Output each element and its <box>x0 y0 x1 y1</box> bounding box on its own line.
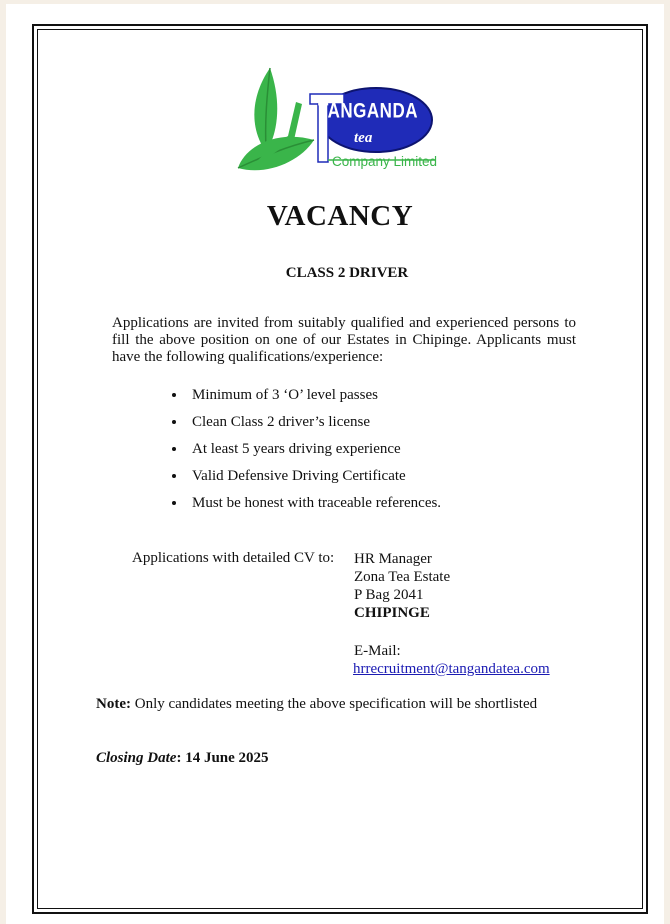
application-label: Applications with detailed CV to: <box>132 550 335 566</box>
email-label: E-Mail: <box>354 643 401 659</box>
logo-company-text: Company Limited <box>332 154 438 169</box>
qualifications-list <box>172 386 441 521</box>
leaf-small-icon <box>238 137 314 171</box>
vacancy-title: VACANCY <box>266 200 414 232</box>
logo-tagline-text: tea <box>354 130 373 146</box>
address-line: HR Manager <box>354 551 432 567</box>
address-town: CHIPINGE <box>354 605 430 621</box>
list-item: At least 5 years driving experience <box>172 440 441 467</box>
closing-date-separator: : <box>176 750 186 766</box>
list-item: Minimum of 3 ‘O’ level passes <box>172 386 441 413</box>
position-title: CLASS 2 DRIVER <box>285 265 409 281</box>
note-text: Only candidates meeting the above specification will be shortlisted <box>130 696 538 712</box>
address-block <box>354 550 450 622</box>
closing-date-line <box>96 750 269 767</box>
list-item: Must be honest with traceable references. <box>172 494 441 521</box>
address-line: Zona Tea Estate <box>354 569 451 585</box>
intro-paragraph: Applications are invited from suitably qualified and experienced persons to fill the above position on one of our Estates in Chipinge. Applicants must have the following qualifications/experience: <box>112 315 576 365</box>
note-line <box>96 696 537 713</box>
logo-brand-text: TANGANDA <box>318 98 419 123</box>
note-label: Note: <box>96 696 131 712</box>
address-line: P Bag 2041 <box>354 587 424 603</box>
closing-date-value: 14 June 2025 <box>185 750 269 766</box>
closing-date-label: Closing Date <box>96 750 177 766</box>
list-item: Valid Defensive Driving Certificate <box>172 467 441 494</box>
list-item: Clean Class 2 driver’s license <box>172 413 441 440</box>
email-link[interactable]: hrrecruitment@tangandatea.com <box>353 661 550 677</box>
